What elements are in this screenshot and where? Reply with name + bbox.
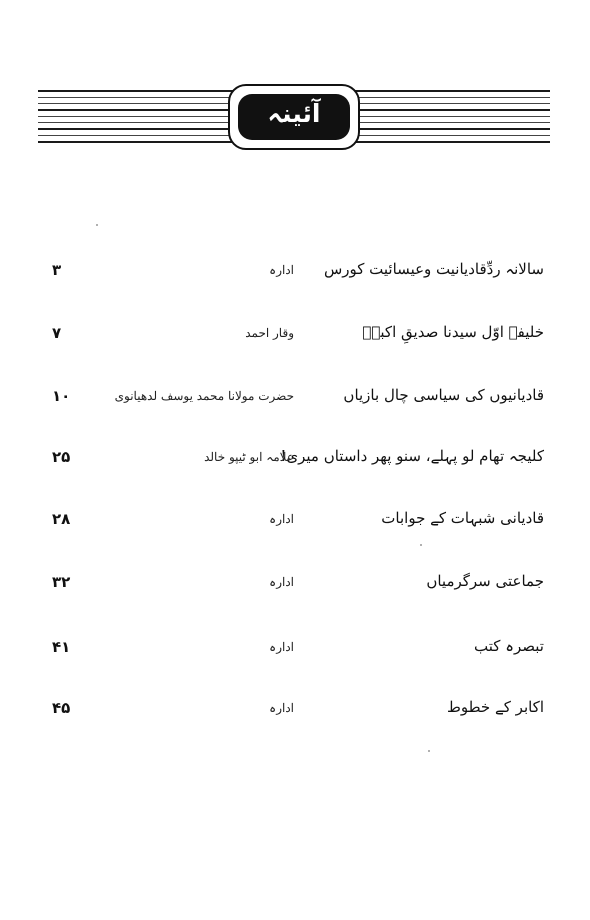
toc-entry-page-number: ۲۸ xyxy=(52,510,71,528)
toc-entry xyxy=(0,566,590,600)
toc-entry-author: ادارہ xyxy=(269,263,294,277)
decorative-rules-right xyxy=(350,90,550,144)
toc-entry xyxy=(0,441,590,475)
scan-speck xyxy=(420,544,422,546)
toc-entry-page-number: ۱۰ xyxy=(52,387,71,405)
toc-entry-page-number: ۴۱ xyxy=(52,638,71,656)
toc-entry xyxy=(0,380,590,414)
title-badge xyxy=(228,84,360,150)
toc-entry-author: ادارہ xyxy=(269,701,294,715)
toc-entry-author: وقار احمد xyxy=(245,326,294,340)
toc-entry-page-number: ۲۵ xyxy=(52,448,71,466)
page-title: آئینہ xyxy=(267,99,321,128)
contents-header-banner xyxy=(38,84,550,154)
toc-entry-author: حضرت مولانا محمد یوسف لدھیانوی xyxy=(114,389,294,403)
toc-entry-page-number: ۷ xyxy=(52,324,62,342)
scan-speck xyxy=(428,750,430,752)
title-badge-fill xyxy=(238,94,350,140)
toc-entry-author: ادارہ xyxy=(269,512,294,526)
toc-entry-title: کلیجہ تھام لو پہلے، سنو پھر داستاں میری! xyxy=(280,447,544,465)
toc-entry xyxy=(0,254,590,288)
toc-entry xyxy=(0,692,590,726)
toc-entry-author: علامہ ابو ٹیپو خالد xyxy=(204,450,294,464)
toc-entry-author: ادارہ xyxy=(269,575,294,589)
toc-entry-title: قادیانیوں کی سیاسی چال بازیاں xyxy=(343,386,544,404)
toc-entry-page-number: ۴۵ xyxy=(52,699,71,717)
toc-entry xyxy=(0,631,590,665)
toc-entry-page-number: ۳ xyxy=(52,261,62,279)
toc-entry xyxy=(0,503,590,537)
decorative-rules-left xyxy=(38,90,238,144)
toc-entry-title: تبصرہ کتب xyxy=(474,637,544,655)
scan-speck xyxy=(96,224,98,226)
toc-entry-title: سالانہ ردِّقادیانیت وعیسائیت کورس xyxy=(323,260,544,278)
toc-entry-page-number: ۳۲ xyxy=(52,573,71,591)
toc-entry xyxy=(0,317,590,351)
toc-entry-title: قادیانی شبہات کے جوابات xyxy=(381,509,544,527)
toc-entry-title: جماعتی سرگرمیاں xyxy=(426,572,544,590)
toc-entry-title: اکابر کے خطوط xyxy=(447,698,544,716)
toc-entry-author: ادارہ xyxy=(269,640,294,654)
toc-entry-title: خلیفۂ اوّل سیدنا صدیقِ اکبرؓ xyxy=(362,323,544,341)
